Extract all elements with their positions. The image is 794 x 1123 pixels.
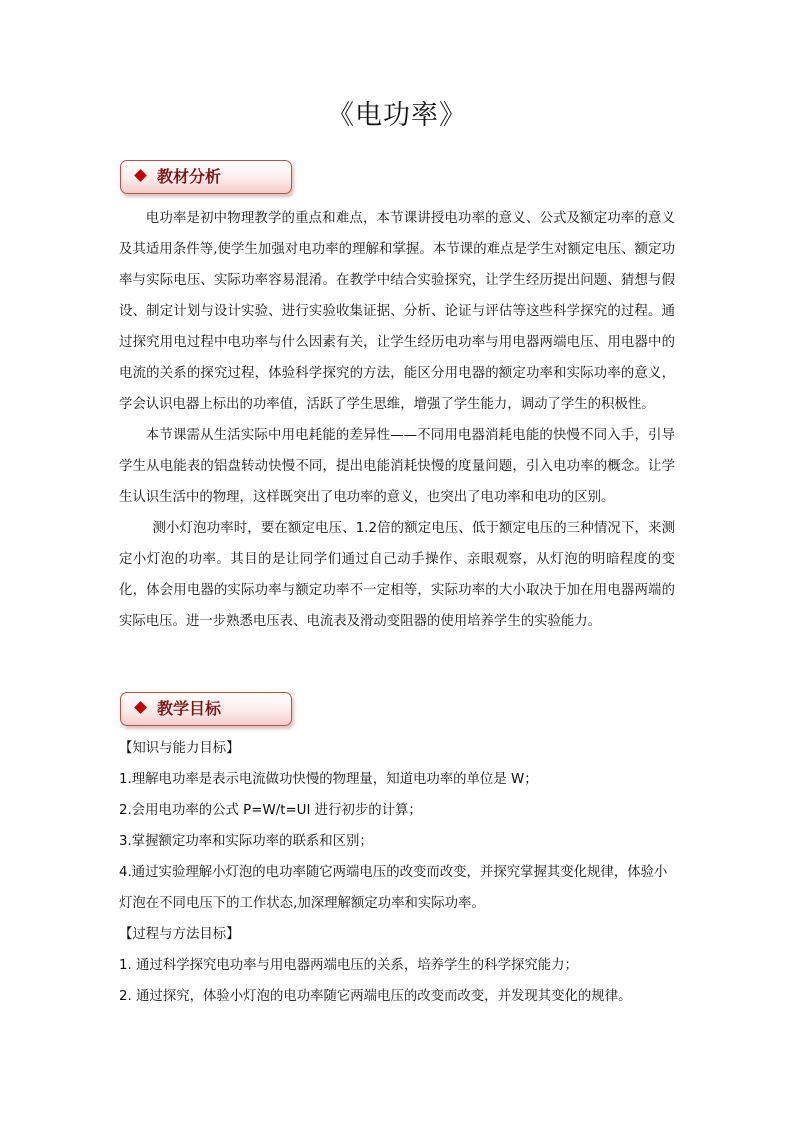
document-title: 《电功率》 (327, 100, 467, 131)
diamond-bullet-icon (134, 169, 147, 182)
list-item: 4.通过实验理解小灯泡的电功率随它两端电压的改变而改变，并探究掌握其变化规律，体验小灯泡在不同电压下的工作状态,加深理解额定功率和实际功率。 (119, 865, 668, 911)
section-header-textbook-analysis (120, 160, 292, 194)
teaching-goals-body (119, 733, 679, 1012)
paragraph: 测小灯泡功率时，要在额定电压、1.2倍的额定电压、低于额定电压的三种情况下，来测定小灯泡的功率。其目的是让同学们通过自己动手操作、亲眼观察，从灯泡的明暗程度的变化，体会用电器的实际功率与额定功率不一定相等，实际功率的大小取决于加在用电器两端的实际电压。进一步熟悉电压表、电流表及滑动变阻器的使用培养学生的实验能力。 (119, 521, 675, 629)
section-header-teaching-goals (120, 692, 292, 726)
section-label: 教材分析 (157, 167, 222, 186)
section-label: 教学目标 (157, 699, 222, 718)
textbook-analysis-body (119, 203, 675, 637)
list-item: 2.会用电功率的公式 P=W/t=UI 进行初步的计算； (119, 803, 422, 818)
list-item: 1. 通过科学探究电功率与用电器两端电压的关系，培养学生的科学探究能力； (119, 958, 578, 973)
paragraph: 电功率是初中物理教学的重点和难点，本节课讲授电功率的意义、公式及额定功率的意义及其适用条件等,使学生加强对电功率的理解和掌握。本节课的难点是学生对额定电压、额定功率与实际电压、实际功率容易混淆。在教学中结合实验探究，让学生经历提出问题、猜想与假设、制定计划与设计实验、进行实验收集证据、分析、论证与评估等这些科学探究的过程。通过探究用电过程中电功率与什么因素有关，让学生经历电功率与用电器两端电压、用电器中的电流的关系的探究过程，体验科学探究的方法，能区分用电器的额定功率和实际功率的意义，学会认识电器上标出的功率值，活跃了学生思维，增强了学生能力，调动了学生的积极性。 (119, 211, 675, 412)
list-item: 3.掌握额定功率和实际功率的联系和区别； (119, 834, 373, 849)
subheading-process-method: 【过程与方法目标】 (119, 927, 240, 942)
list-item: 2. 通过探究，体验小灯泡的电功率随它两端电压的改变而改变，并发现其变化的规律。 (119, 989, 632, 1004)
paragraph: 本节课需从生活实际中用电耗能的差异性——不同用电器消耗电能的快慢不同入手，引导学生从电能表的铝盘转动快慢不同，提出电能消耗快慢的度量问题，引入电功率的概念。让学生认识生活中的物理，这样既突出了电功率的意义，也突出了电功率和电功的区别。 (119, 428, 675, 505)
list-item: 1.理解电功率是表示电流做功快慢的物理量，知道电功率的单位是 W； (119, 772, 538, 787)
diamond-bullet-icon (134, 701, 147, 714)
subheading-knowledge-ability: 【知识与能力目标】 (119, 741, 240, 756)
